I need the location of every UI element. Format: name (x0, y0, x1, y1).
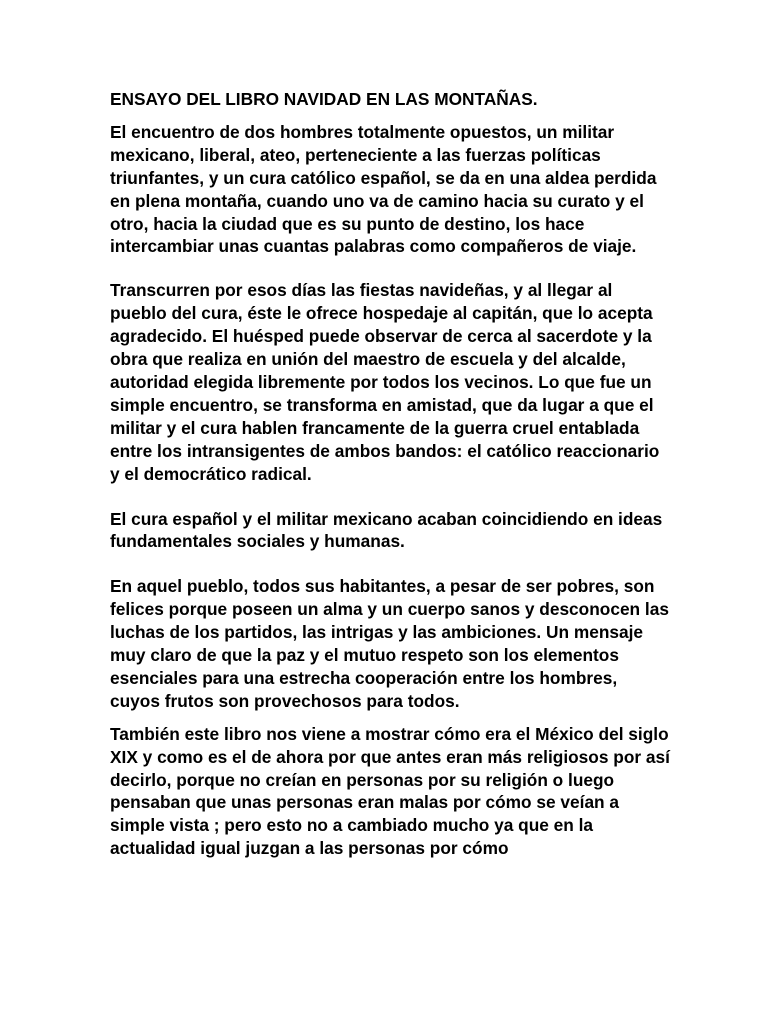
paragraph-1: El encuentro de dos hombres totalmente opuestos, un militar mexicano, liberal, ateo, perteneciente a las fuerzas políticas triunfantes, y un cura católico español, se da en una aldea perdida en plena montaña, cuando uno va de camino hacia su curato y el otro, hacia la ciudad que es su punto de destino, los hace intercambiar unas cuantas palabras como compañeros de viaje. (110, 121, 657, 257)
paragraph-3: El cura español y el militar mexicano acaban coincidiendo en ideas fundamentales sociales y humanas. (110, 508, 663, 552)
paragraph-5: También este libro nos viene a mostrar cómo era el México del siglo XIX y como es el de ahora por que antes eran más religiosos por así decirlo, porque no creían en personas por su religión o luego pensaban que unas personas eran malas por cómo se veían a simple vista ; pero esto no a cambiado mucho ya que en la actualidad igual juzgan a las personas por cómo (110, 723, 670, 859)
paragraph-4: En aquel pueblo, todos sus habitantes, a pesar de ser pobres, son felices porque poseen un alma y un cuerpo sanos y desconocen las luchas de los partidos, las intrigas y las ambiciones. Un mensaje muy claro de que la paz y el mutuo respeto son los elementos esenciales para una estrecha cooperación entre los hombres, cuyos frutos son provechosos para todos. (110, 576, 669, 711)
document-body (110, 88, 670, 860)
document-title: ENSAYO DEL LIBRO NAVIDAD EN LAS MONTAÑAS. (110, 89, 538, 109)
paragraph-2: Transcurren por esos días las fiestas navideñas, y al llegar al pueblo del cura, éste le ofrece hospedaje al capitán, que lo acepta agradecido. El huésped puede observar de cerca al sacerdote y la obra que realiza en unión del maestro de escuela y del alcalde, autoridad elegida libremente por todos los vecinos. Lo que fue un simple encuentro, se transforma en amistad, que da lugar a que el militar y el cura hablen francamente de la guerra cruel entablada entre los intransigentes de ambos bandos: el católico reaccionario y el democrático radical. (110, 280, 660, 484)
